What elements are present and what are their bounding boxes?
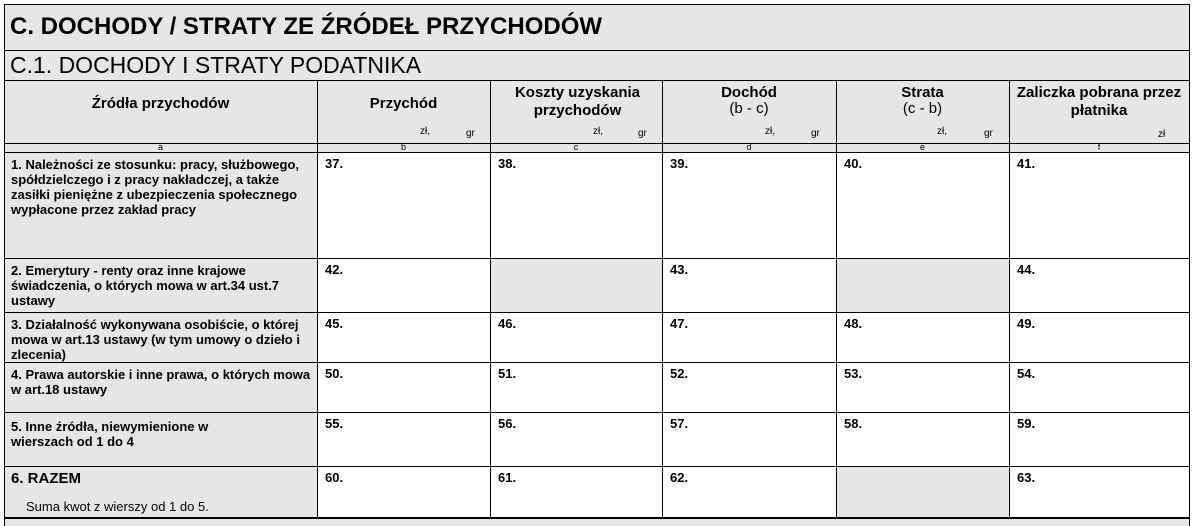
field-58[interactable] <box>837 413 1008 465</box>
col-letter-c: c <box>573 142 579 152</box>
unit-gr-e: gr <box>984 128 993 139</box>
field-52[interactable] <box>663 363 835 411</box>
field-48[interactable] <box>837 313 1008 361</box>
field-number: 47. <box>670 316 689 331</box>
field-number: 62. <box>670 470 689 485</box>
unit-zl-b: zł, <box>420 126 430 137</box>
field-number: 50. <box>325 366 344 381</box>
field-47[interactable] <box>663 313 835 361</box>
row-label-3: 3. Działalność wykonywana osobiście, o której mowa w art.13 ustawy (w tym umowy o dzieło i zlecenia) <box>11 317 300 362</box>
unit-gr-b: gr <box>466 128 475 139</box>
field-number: 46. <box>498 316 517 331</box>
field-number: 52. <box>670 366 689 381</box>
unit-zl-e: zł, <box>937 126 947 137</box>
field-42[interactable] <box>318 259 489 311</box>
field-number: 56. <box>498 416 517 431</box>
col-header-dochod: Dochód <box>721 84 777 101</box>
col-header-zrodla: Źródła przychodów <box>91 95 230 112</box>
col-header-strata: Strata <box>901 84 944 101</box>
row-label-5: 5. Inne źródła, niewymienione w wierszach od 1 do 4 <box>11 419 209 449</box>
field-number: 39. <box>670 156 689 171</box>
disabled-cell-row2-strata <box>836 258 1009 312</box>
unit-zl-c: zł, <box>593 126 603 137</box>
col-letter-f: f <box>1097 142 1101 152</box>
field-number: 48. <box>844 316 863 331</box>
field-53[interactable] <box>837 363 1008 411</box>
field-number: 51. <box>498 366 517 381</box>
subsection-title: C.1. DOCHODY I STRATY PODATNIKA <box>10 52 422 78</box>
field-number: 44. <box>1017 262 1036 277</box>
section-title: C. DOCHODY / STRATY ZE ŹRÓDEŁ PRZYCHODÓW <box>10 13 603 40</box>
col-subheader-dochod: (b - c) <box>729 100 769 117</box>
field-59[interactable] <box>1010 413 1188 465</box>
field-number: 61. <box>498 470 517 485</box>
col-header-koszty: Koszty uzyskania przychodów <box>514 84 641 119</box>
field-number: 37. <box>325 156 344 171</box>
field-39[interactable] <box>663 153 835 257</box>
field-number: 42. <box>325 262 344 277</box>
unit-zl-f: zł <box>1158 129 1166 140</box>
unit-zl-d: zł, <box>765 126 775 137</box>
field-number: 45. <box>325 316 344 331</box>
field-number: 54. <box>1017 366 1036 381</box>
field-56[interactable] <box>491 413 661 465</box>
field-number: 53. <box>844 366 863 381</box>
field-41[interactable] <box>1010 153 1188 257</box>
disabled-cell-row6-strata <box>836 466 1009 517</box>
field-50[interactable] <box>318 363 489 411</box>
field-37[interactable] <box>318 153 489 257</box>
field-number: 41. <box>1017 156 1036 171</box>
col-letter-a: a <box>157 142 163 152</box>
unit-gr-d: gr <box>811 128 820 139</box>
field-46[interactable] <box>491 313 661 361</box>
field-40[interactable] <box>837 153 1008 257</box>
row-label-2: 2. Emerytury - renty oraz inne krajowe świadczenia, o których mowa w art.34 ust.7 ustawy <box>11 263 280 308</box>
field-54[interactable] <box>1010 363 1188 411</box>
field-number: 59. <box>1017 416 1036 431</box>
field-number: 49. <box>1017 316 1036 331</box>
field-63[interactable] <box>1010 467 1188 516</box>
field-60[interactable] <box>318 467 489 516</box>
unit-gr-c: gr <box>638 128 647 139</box>
field-62[interactable] <box>663 467 835 516</box>
row-note-6: Suma kwot z wierszy od 1 do 5. <box>26 499 209 514</box>
row-label-1: 1. Należności ze stosunku: pracy, służbowego, spółdzielczego i z pracy nakładczej, a także zasiłki pieniężne z ubezpieczenia społecznego wypłacone przez zakład pracy <box>11 157 299 217</box>
field-43[interactable] <box>663 259 835 311</box>
field-49[interactable] <box>1010 313 1188 361</box>
disabled-cell-row2-koszty <box>490 258 662 312</box>
field-44[interactable] <box>1010 259 1188 311</box>
field-number: 58. <box>844 416 863 431</box>
field-number: 38. <box>498 156 517 171</box>
field-number: 55. <box>325 416 344 431</box>
col-letter-d: d <box>746 142 752 152</box>
field-55[interactable] <box>318 413 489 465</box>
field-number: 60. <box>325 470 344 485</box>
field-57[interactable] <box>663 413 835 465</box>
field-45[interactable] <box>318 313 489 361</box>
field-number: 40. <box>844 156 863 171</box>
col-subheader-strata: (c - b) <box>902 100 943 117</box>
field-51[interactable] <box>491 363 661 411</box>
field-number: 63. <box>1017 470 1036 485</box>
col-letter-b: b <box>400 142 406 152</box>
row-label-4: 4. Prawa autorskie i inne prawa, o których mowa w art.18 ustawy <box>11 367 311 397</box>
field-number: 57. <box>670 416 689 431</box>
field-number: 43. <box>670 262 689 277</box>
col-header-przychod: Przychód <box>369 95 438 112</box>
field-61[interactable] <box>491 467 661 516</box>
col-letter-e: e <box>919 142 925 152</box>
col-header-zaliczka: Zaliczka pobrana przez płatnika <box>1016 84 1182 119</box>
field-38[interactable] <box>491 153 661 257</box>
row-label-6: 6. RAZEM <box>11 470 82 487</box>
